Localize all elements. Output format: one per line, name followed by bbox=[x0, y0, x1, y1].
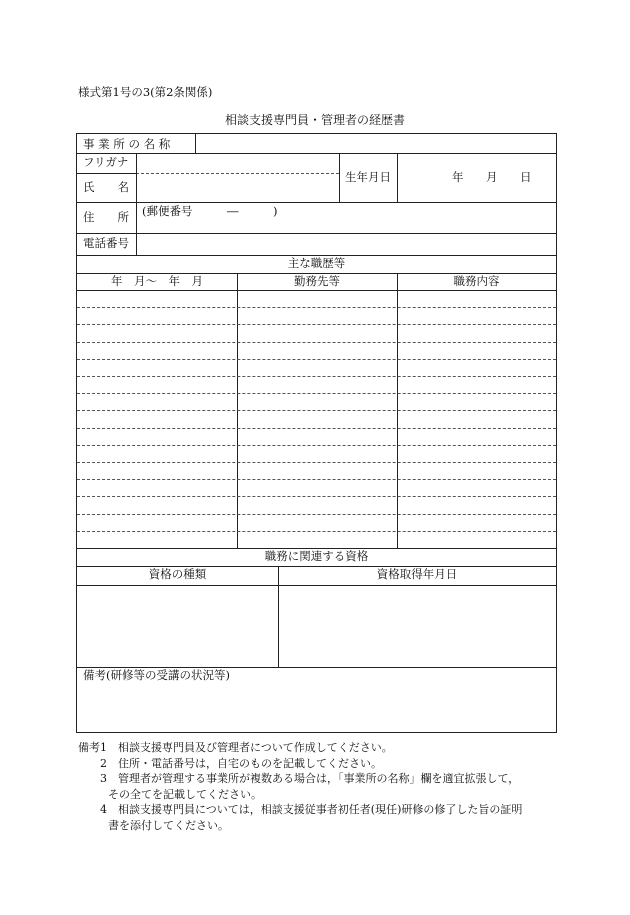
address-label: 住 所 bbox=[83, 210, 129, 224]
label-column-divider bbox=[136, 153, 137, 255]
office-name-divider bbox=[195, 134, 196, 153]
qualification-section-title: 職務に関連する資格 bbox=[264, 549, 369, 563]
note-3-continuation: その全てを記載してください。 bbox=[108, 787, 262, 801]
career-section-title: 主な職歴等 bbox=[287, 256, 346, 270]
career-row-line bbox=[77, 531, 556, 532]
postal-code-text: (郵便番号 ― ) bbox=[142, 204, 278, 218]
career-row-line bbox=[77, 359, 556, 360]
career-row-line bbox=[77, 445, 556, 446]
career-row-line bbox=[77, 376, 556, 377]
career-row-line bbox=[77, 462, 556, 463]
career-row-line bbox=[77, 428, 556, 429]
remarks-label: 備考(研修等の受講の状況等) bbox=[83, 668, 230, 682]
career-col-period: 年 月～ 年 月 bbox=[111, 274, 203, 288]
birth-date-label: 生年月日 bbox=[345, 170, 391, 184]
resume-form bbox=[76, 133, 557, 733]
birth-month-unit: 月 bbox=[486, 170, 498, 184]
career-row-line bbox=[77, 307, 556, 308]
note-3: 3 管理者が管理する事業所が複数ある場合は，「事業所の名称」欄を適宜拡張して， bbox=[78, 772, 520, 786]
note-4: 4 相談支援専門員については，相談支援従事者初任者(現任)研修の修了した旨の証明 bbox=[78, 803, 523, 817]
qualification-col-type: 資格の種類 bbox=[148, 567, 207, 581]
note-1: 備考1 相談支援専門員及び管理者について作成してください。 bbox=[78, 741, 393, 754]
career-row-line bbox=[77, 479, 556, 480]
note-2: 2 住所・電話番号は，自宅のものを記載してください。 bbox=[78, 756, 382, 770]
career-row-line bbox=[77, 514, 556, 515]
career-row-line bbox=[77, 410, 556, 411]
career-col-workplace: 勤務先等 bbox=[294, 274, 340, 288]
furigana-name-separator bbox=[136, 173, 339, 174]
career-row-line bbox=[77, 393, 556, 394]
furigana-label: フリガナ bbox=[83, 155, 129, 169]
form-code: 様式第1号の3(第2条関係) bbox=[78, 85, 213, 99]
name-label: 氏 名 bbox=[83, 180, 129, 194]
phone-label: 電話番号 bbox=[83, 236, 129, 250]
document-title: 相談支援専門員・管理者の経歴書 bbox=[224, 113, 405, 127]
qualification-col-date: 資格取得年月日 bbox=[376, 567, 458, 581]
career-row-line bbox=[77, 324, 556, 325]
career-col-duties: 職務内容 bbox=[453, 274, 500, 288]
note-4-continuation: 書を添付してください。 bbox=[108, 818, 229, 832]
footnotes bbox=[78, 740, 568, 834]
office-name-label: 事 業 所 の 名 称 bbox=[83, 137, 171, 151]
birth-day-unit: 日 bbox=[520, 170, 532, 184]
career-row-line bbox=[77, 496, 556, 497]
career-row-line bbox=[77, 342, 556, 343]
birth-year-unit: 年 bbox=[452, 170, 464, 184]
qualification-col-divider bbox=[278, 566, 279, 667]
